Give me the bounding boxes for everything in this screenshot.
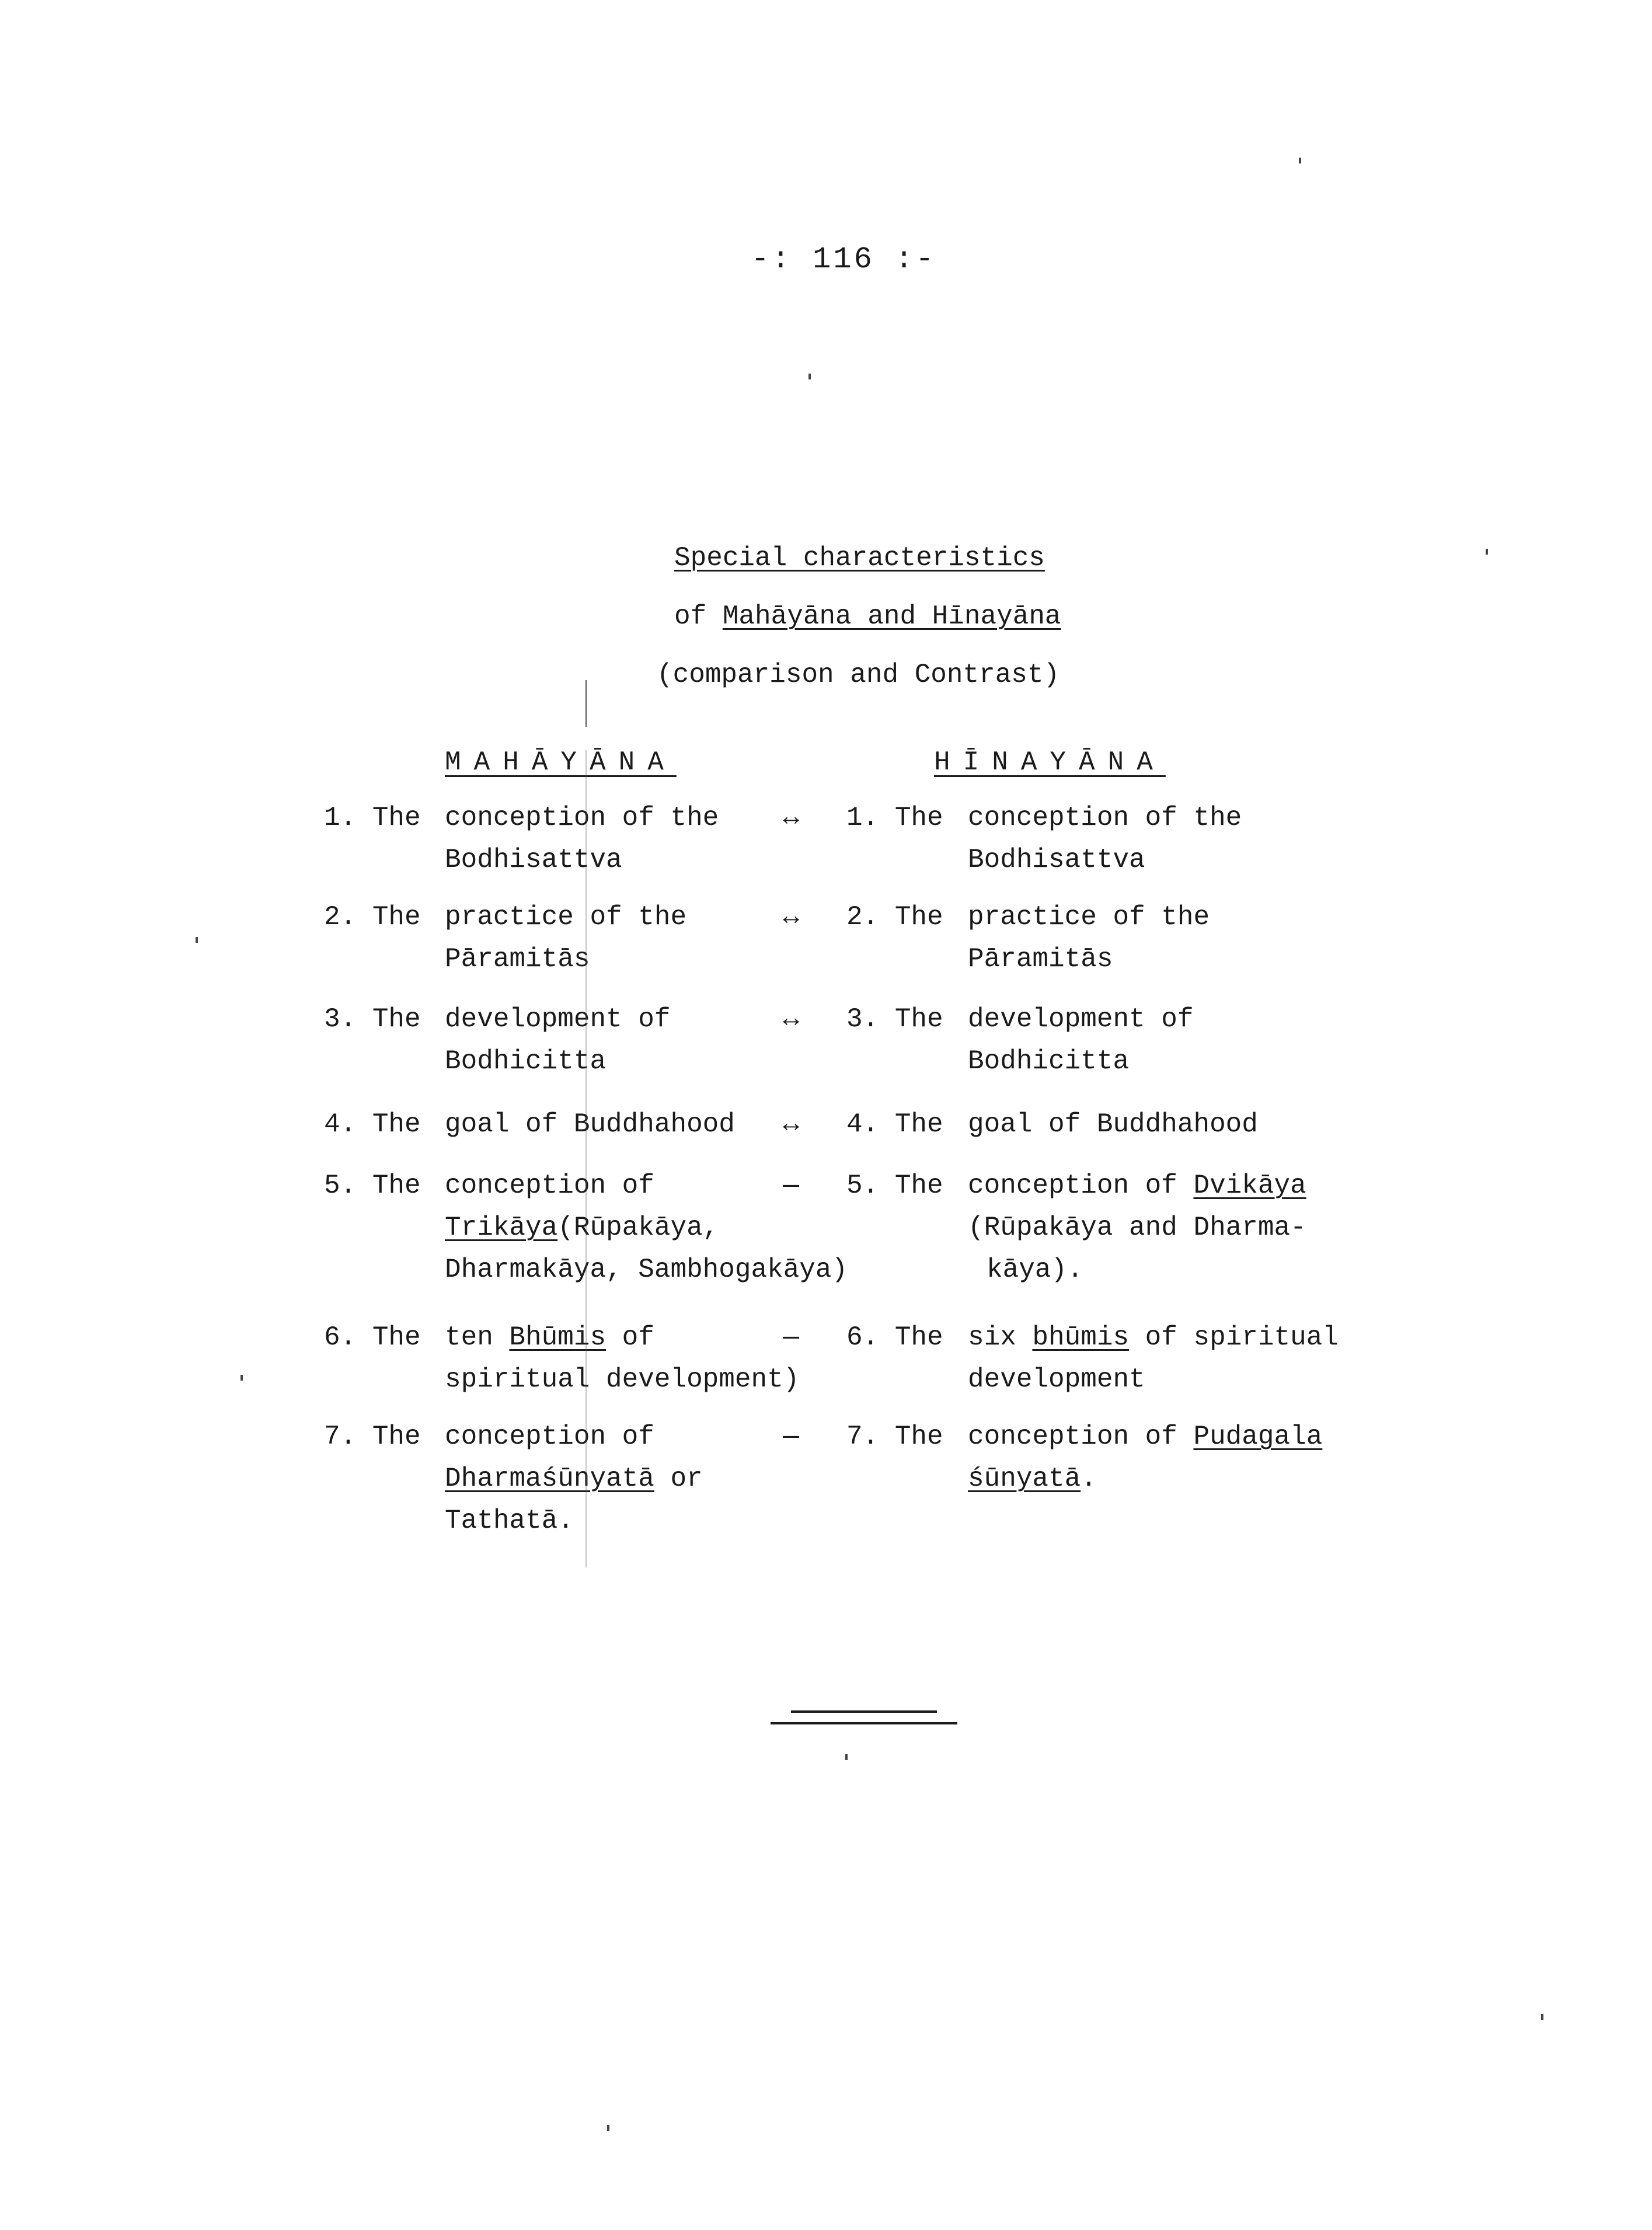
line-prefix: conception of xyxy=(968,1170,1194,1201)
right-line: (Rūpakāya and Dharma- xyxy=(968,1212,1306,1243)
title-line-2-underlined: Mahāyāna and Hīnayāna xyxy=(722,601,1061,632)
dash-separator: — xyxy=(783,1170,799,1201)
left-line: conception of xyxy=(445,1421,654,1452)
double-arrow-icon: ↔ xyxy=(783,1004,799,1034)
right-number: 1. The xyxy=(846,803,943,833)
right-number: 4. The xyxy=(846,1109,943,1140)
left-line: spiritual development) xyxy=(445,1364,800,1395)
right-line: Bodhisattva xyxy=(968,845,1145,875)
left-number: 5. The xyxy=(324,1170,421,1201)
left-number: 7. The xyxy=(324,1421,421,1452)
double-arrow-icon: ↔ xyxy=(783,902,799,932)
right-number: 5. The xyxy=(846,1170,943,1201)
scan-speck xyxy=(241,1375,243,1381)
end-rule-top xyxy=(791,1710,937,1713)
scan-speck xyxy=(607,2125,609,2131)
left-line xyxy=(445,1458,703,1500)
title-line-2 xyxy=(674,601,1061,632)
left-number: 3. The xyxy=(324,1004,421,1034)
right-line: development of xyxy=(968,1004,1194,1034)
left-number: 1. The xyxy=(324,803,421,833)
right-line xyxy=(968,1458,1097,1500)
right-line xyxy=(968,1165,1306,1207)
right-line xyxy=(968,1316,1339,1358)
end-rule-bottom xyxy=(771,1722,957,1724)
column-heading-hinayana: HĪNAYĀNA xyxy=(934,747,1166,778)
left-number: 4. The xyxy=(324,1109,421,1140)
left-line xyxy=(445,1207,719,1249)
underlined-term: Trikāya xyxy=(445,1212,558,1243)
left-line: Bodhisattva xyxy=(445,845,622,875)
right-number: 3. The xyxy=(846,1004,943,1034)
left-line: practice of the xyxy=(445,902,687,932)
left-line xyxy=(445,1316,654,1358)
title-line-3: (comparison and Contrast) xyxy=(657,660,1060,690)
left-line: Pāramitās xyxy=(445,944,590,974)
right-line: kāya). xyxy=(987,1255,1083,1285)
right-line: development xyxy=(968,1364,1145,1395)
guide-line xyxy=(585,750,587,1567)
double-arrow-icon: ↔ xyxy=(783,803,799,833)
left-line: Dharmakāya, Sambhogakāya) xyxy=(445,1255,848,1285)
line-prefix: conception of xyxy=(968,1421,1194,1452)
line-prefix: ten xyxy=(445,1322,510,1353)
line-prefix: six xyxy=(968,1322,1033,1353)
scan-speck xyxy=(1486,549,1488,555)
right-line: goal of Buddhahood xyxy=(968,1109,1258,1140)
dash-separator: — xyxy=(783,1322,799,1353)
line-rest: (Rūpakāya, xyxy=(557,1212,719,1243)
scan-speck xyxy=(808,374,811,379)
right-line: conception of the xyxy=(968,803,1242,833)
right-number: 7. The xyxy=(846,1421,943,1452)
scan-speck xyxy=(1299,158,1301,163)
underlined-term: Dharmaśūnyatā xyxy=(445,1464,654,1494)
scan-speck xyxy=(1541,2014,1543,2020)
underlined-term: śūnyatā xyxy=(968,1464,1081,1494)
left-line: goal of Buddhahood xyxy=(445,1109,735,1140)
guide-line xyxy=(585,680,587,727)
right-line: Pāramitās xyxy=(968,944,1113,974)
left-number: 2. The xyxy=(324,902,421,932)
column-heading-mahayana: MAHĀYĀNA xyxy=(445,747,677,778)
left-line: Bodhicitta xyxy=(445,1046,607,1076)
line-suffix: of xyxy=(606,1322,654,1353)
scan-speck xyxy=(196,937,198,943)
line-rest: . xyxy=(1081,1464,1097,1494)
scan-speck xyxy=(845,1754,848,1760)
left-line: Tathatā. xyxy=(445,1506,574,1536)
left-number: 6. The xyxy=(324,1322,421,1353)
left-line: conception of the xyxy=(445,803,719,833)
right-number: 2. The xyxy=(846,902,943,932)
title-line-2-prefix: of xyxy=(674,601,723,632)
right-number: 6. The xyxy=(846,1322,943,1353)
double-arrow-icon: ↔ xyxy=(783,1109,799,1140)
underlined-term: Bhūmis xyxy=(509,1322,607,1353)
right-line: Bodhicitta xyxy=(968,1046,1130,1076)
left-line: conception of xyxy=(445,1170,654,1201)
line-suffix: of spiritual xyxy=(1129,1322,1339,1353)
page-number: -: 116 :- xyxy=(751,242,936,277)
left-line: development of xyxy=(445,1004,671,1034)
right-line xyxy=(968,1416,1322,1458)
title-line-1: Special characteristics xyxy=(674,543,1045,573)
dash-separator: — xyxy=(783,1421,799,1452)
underlined-term: Dvikāya xyxy=(1193,1170,1306,1201)
underlined-term: bhūmis xyxy=(1032,1322,1130,1353)
right-line: practice of the xyxy=(968,902,1210,932)
line-rest: or xyxy=(654,1464,703,1494)
underlined-term: Pudagala xyxy=(1193,1421,1323,1452)
